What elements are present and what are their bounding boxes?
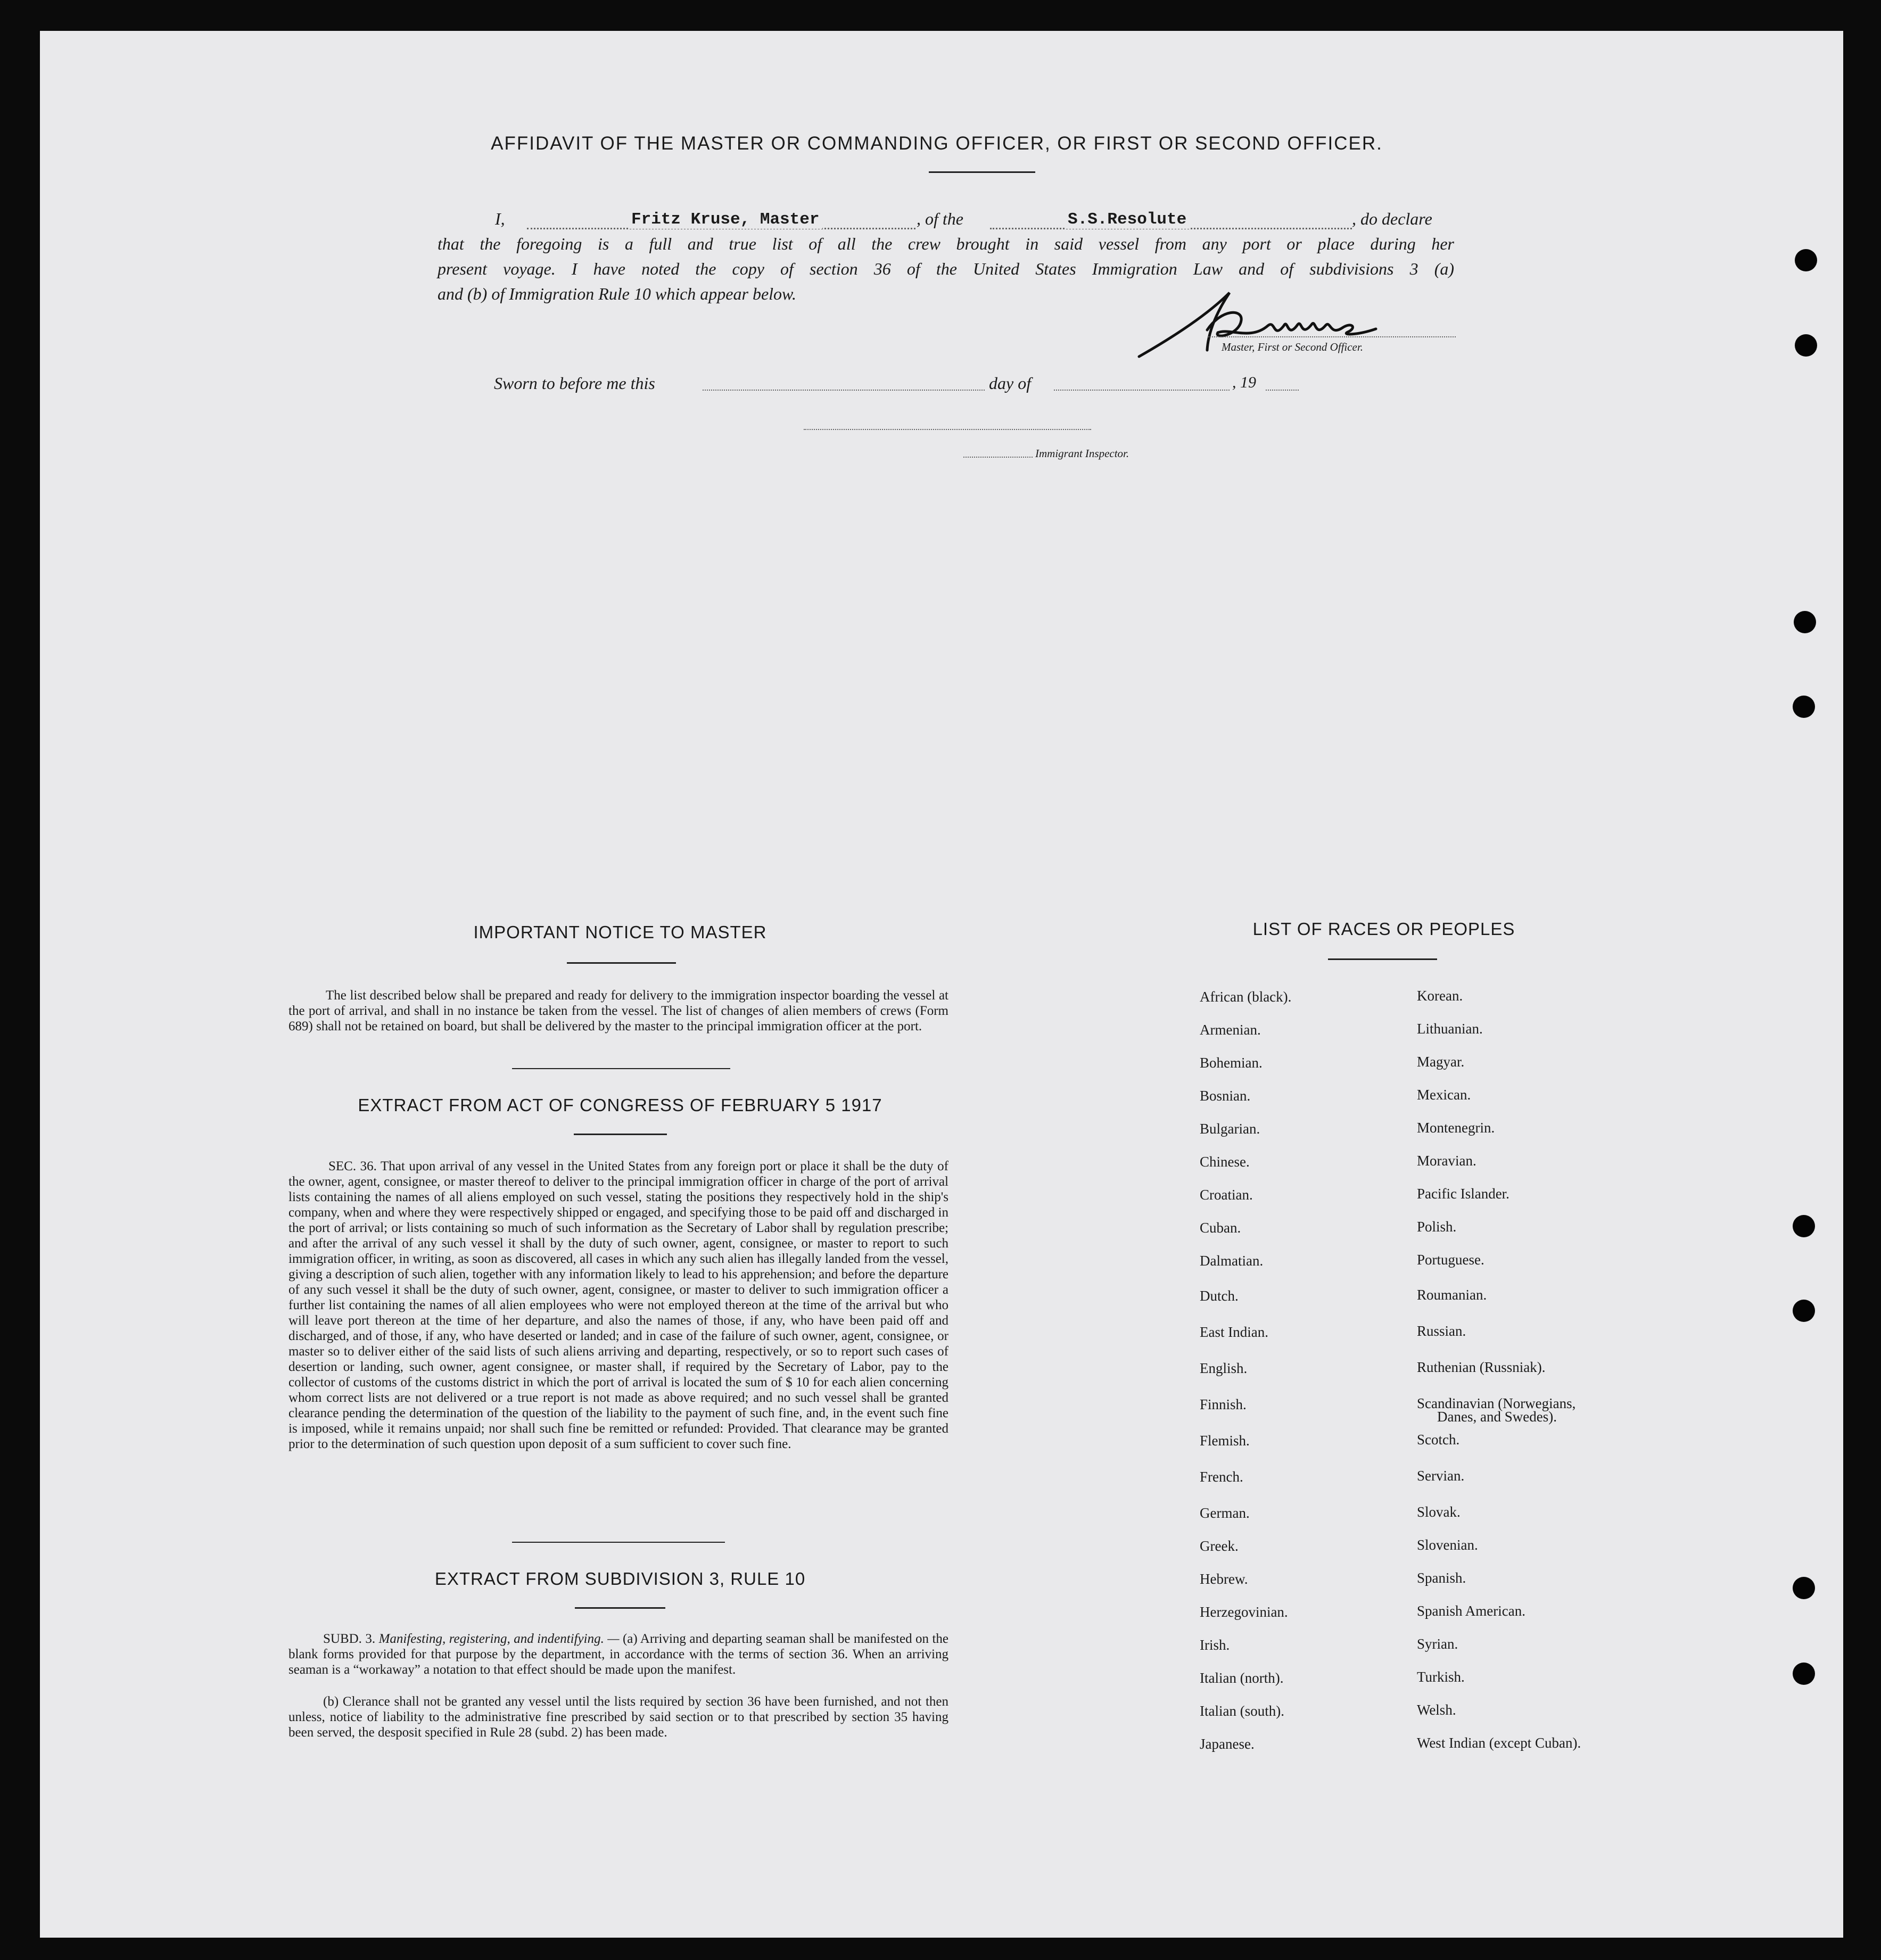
race-item: Polish. [1417,1219,1457,1235]
notice-rule [567,962,676,964]
of-the-label: , of the [917,209,963,228]
subd-a-text: (a) Arriving and departing seaman shall be manifested on the blank forms provided for that purpose by the department, in accordance with the terms of section 36. When an arriving seaman is a “workaway” a notation to that effect should be made upon the manifest. [288,1632,949,1677]
day-of-label: day of [989,374,1032,393]
punch-hole [1793,1215,1815,1237]
affidavit-line-2: that the foregoing is a full and true list of all the crew brought in said vessel from any port or place during her [438,234,1454,253]
race-item: Dalmatian. [1200,1253,1264,1269]
punch-hole [1793,1577,1815,1599]
race-item: Armenian. [1200,1022,1261,1038]
master-name-field: Fritz Kruse, Master [628,210,822,229]
races-title: LIST OF RACES OR PEOPLES [1252,919,1515,939]
race-item: Magyar. [1417,1054,1465,1070]
subd-label: SUBD. 3. [323,1632,376,1646]
race-item: Ruthenian (Russniak). [1417,1359,1546,1375]
punch-hole [1795,249,1817,271]
notice-body: The list described below shall be prepared and ready for delivery to the immigration inspector boarding the vessel at the port of arrival, and shall in no instance be taken from the vessel. The list of changes of alien members of crews (Form 689) shall not be retained on board, but shall be delivered by the master to the principal immigration officer at the port. [288,988,948,1033]
subd-b-paragraph: (b) Clerance shall not be granted any vessel until the lists required by section 36 have been furnished, and not then unless, notice of liability to the administrative fine prescribed by said section or to that prescribed by section 35 having been served, the desposit specified in Rule 28 (subd. 2) has been made. [288,1694,948,1740]
inspector-line-2 [963,457,1033,458]
race-item: Moravian. [1417,1153,1476,1169]
punch-hole [1793,1300,1815,1322]
race-item: Japanese. [1200,1736,1255,1752]
race-item: Servian. [1417,1468,1465,1484]
race-item: Italian (north). [1200,1670,1284,1686]
affidavit-intro: I, [495,209,505,228]
notice-divider [512,1068,730,1069]
year-line [1266,390,1299,391]
notice-title: IMPORTANT NOTICE TO MASTER [473,922,767,942]
race-item: Bohemian. [1200,1055,1263,1071]
race-item: German. [1200,1505,1250,1521]
punch-hole [1793,696,1815,718]
signature-caption: Master, First or Second Officer. [1222,341,1363,353]
race-item: Spanish. [1417,1570,1466,1586]
race-item: Scandinavian (Norwegians, [1417,1395,1576,1411]
race-item: French. [1200,1469,1243,1485]
race-item: Irish. [1200,1637,1230,1653]
race-item: Montenegrin. [1417,1120,1495,1136]
title-rule [929,171,1035,173]
race-item: African (black). [1200,989,1292,1005]
race-item: Slovenian. [1417,1537,1478,1553]
extract-act-body: SEC. 36. That upon arrival of any vessel in the United States from any foreign port or place it shall be the duty of the owner, agent, consignee, or master thereof to deliver to the principal immigration officer in charge of the port of arrival lists containing the names of all aliens employed on such vessel, stating the positions they respectively hold in the ship's company, when and where they were respectively shipped or engaged, and specifying those to be paid off and discharged in the port of arrival; or lists containing so much of such information as the Secretary of Labor shall by regulation prescribe; and after the arrival of any such vessel it shall by the duty of such owner, agent, consignee, or master to report to such immigration officer, in writing, as soon as discovered, all cases in which any such alien has illegally landed from the vessel, giving a description of such alien, together with any information likely to lead to his apprehension; and before the departure of any such vessel it shall be the duty of such owner, agent, consignee, or master to deliver to such immigration officer a further list containing the names of all alien employees who were not employed thereon at the time of the arrival but who will leave port thereon at the time of her departure, and also the names of those, if any, who have been paid off and discharged, and of those, if any, who have deserted or landed; and in case of the failure of such owner, agent, consignee, or master so to deliver either of the said lists of such aliens arriving and departing, respectively, or so to report such cases of desertion or landing, such owner, agent consignee, or master shall, if required by the Secretary of Labor, pay to the collector of customs of the customs district in which the port of arrival is located the sum of $ 10 for each alien concerning whom correct lists are not delivered or a true report is not made as above required; and no such vessel shall be granted clearance pending the determination of the question of the liability to the payment of such fine, and, in the event such fine is imposed, while it remains unpaid; nor shall such fine be remitted or refunded: Provided. That clearance may be granted prior to the determination of such question upon deposit of a sum sufficient to cover such fine. [288,1159,948,1451]
extract-act-divider [512,1542,725,1543]
affidavit-line-3: present voyage. I have noted the copy of section 36 of the United States Immigration Law and of subdivisions 3 (a) [438,259,1454,278]
inspector-line [804,429,1091,430]
sworn-text: Sworn to before me this [494,374,655,393]
race-item: Bosnian. [1200,1088,1251,1104]
races-rule [1328,958,1437,960]
race-item: Slovak. [1417,1504,1461,1520]
race-item: Dutch. [1200,1288,1239,1304]
vessel-name-field: S.S.Resolute [1065,210,1190,229]
race-item: West Indian (except Cuban). [1417,1735,1581,1751]
punch-hole [1793,1663,1815,1685]
race-item: Italian (south). [1200,1703,1284,1719]
race-item: Herzegovinian. [1200,1604,1288,1620]
race-item: Greek. [1200,1538,1239,1554]
race-item: Chinese. [1200,1154,1250,1170]
race-item: Syrian. [1417,1636,1458,1652]
race-item: Mexican. [1417,1087,1471,1103]
race-item: Cuban. [1200,1220,1241,1236]
sworn-date-line [703,390,985,391]
punch-hole [1794,611,1816,633]
signature-line [1208,336,1456,337]
affidavit-line-4: and (b) of Immigration Rule 10 which appear below. [438,284,796,303]
do-declare-label: , do declare [1352,209,1432,228]
extract-act-rule [574,1134,667,1135]
race-item: Korean. [1417,988,1463,1004]
race-item: Croatian. [1200,1187,1253,1203]
race-item: Pacific Islander. [1417,1186,1509,1202]
subd-heading: Manifesting, registering, and indentifying. — [378,1632,620,1646]
extract-rule-rule [575,1607,665,1609]
race-item: Portuguese. [1417,1252,1484,1268]
race-item: Russian. [1417,1323,1466,1339]
race-item: Hebrew. [1200,1571,1248,1587]
subd-a-paragraph [288,1631,948,1677]
year-label: , 19 [1232,374,1256,391]
affidavit-title: AFFIDAVIT OF THE MASTER OR COMMANDING OFFICER, OR FIRST OR SECOND OFFICER. [491,133,1383,154]
month-line [1054,390,1230,391]
punch-hole [1795,334,1817,357]
race-item: Scotch. [1417,1432,1460,1448]
race-item: Bulgarian. [1200,1121,1260,1137]
race-item: East Indian. [1200,1324,1268,1340]
race-item: English. [1200,1360,1248,1376]
race-item: Lithuanian. [1417,1021,1483,1037]
inspector-caption: Immigrant Inspector. [1035,447,1129,460]
race-item: Spanish American. [1417,1603,1525,1619]
race-item: Finnish. [1200,1396,1247,1412]
race-item: Flemish. [1200,1433,1250,1449]
race-item: Turkish. [1417,1669,1465,1685]
race-item: Roumanian. [1417,1287,1487,1303]
extract-act-title: EXTRACT FROM ACT OF CONGRESS OF FEBRUARY 5 1917 [358,1095,882,1115]
race-item: Danes, and Swedes). [1437,1409,1557,1425]
race-item: Welsh. [1417,1702,1456,1718]
extract-rule-title: EXTRACT FROM SUBDIVISION 3, RULE 10 [434,1569,806,1589]
